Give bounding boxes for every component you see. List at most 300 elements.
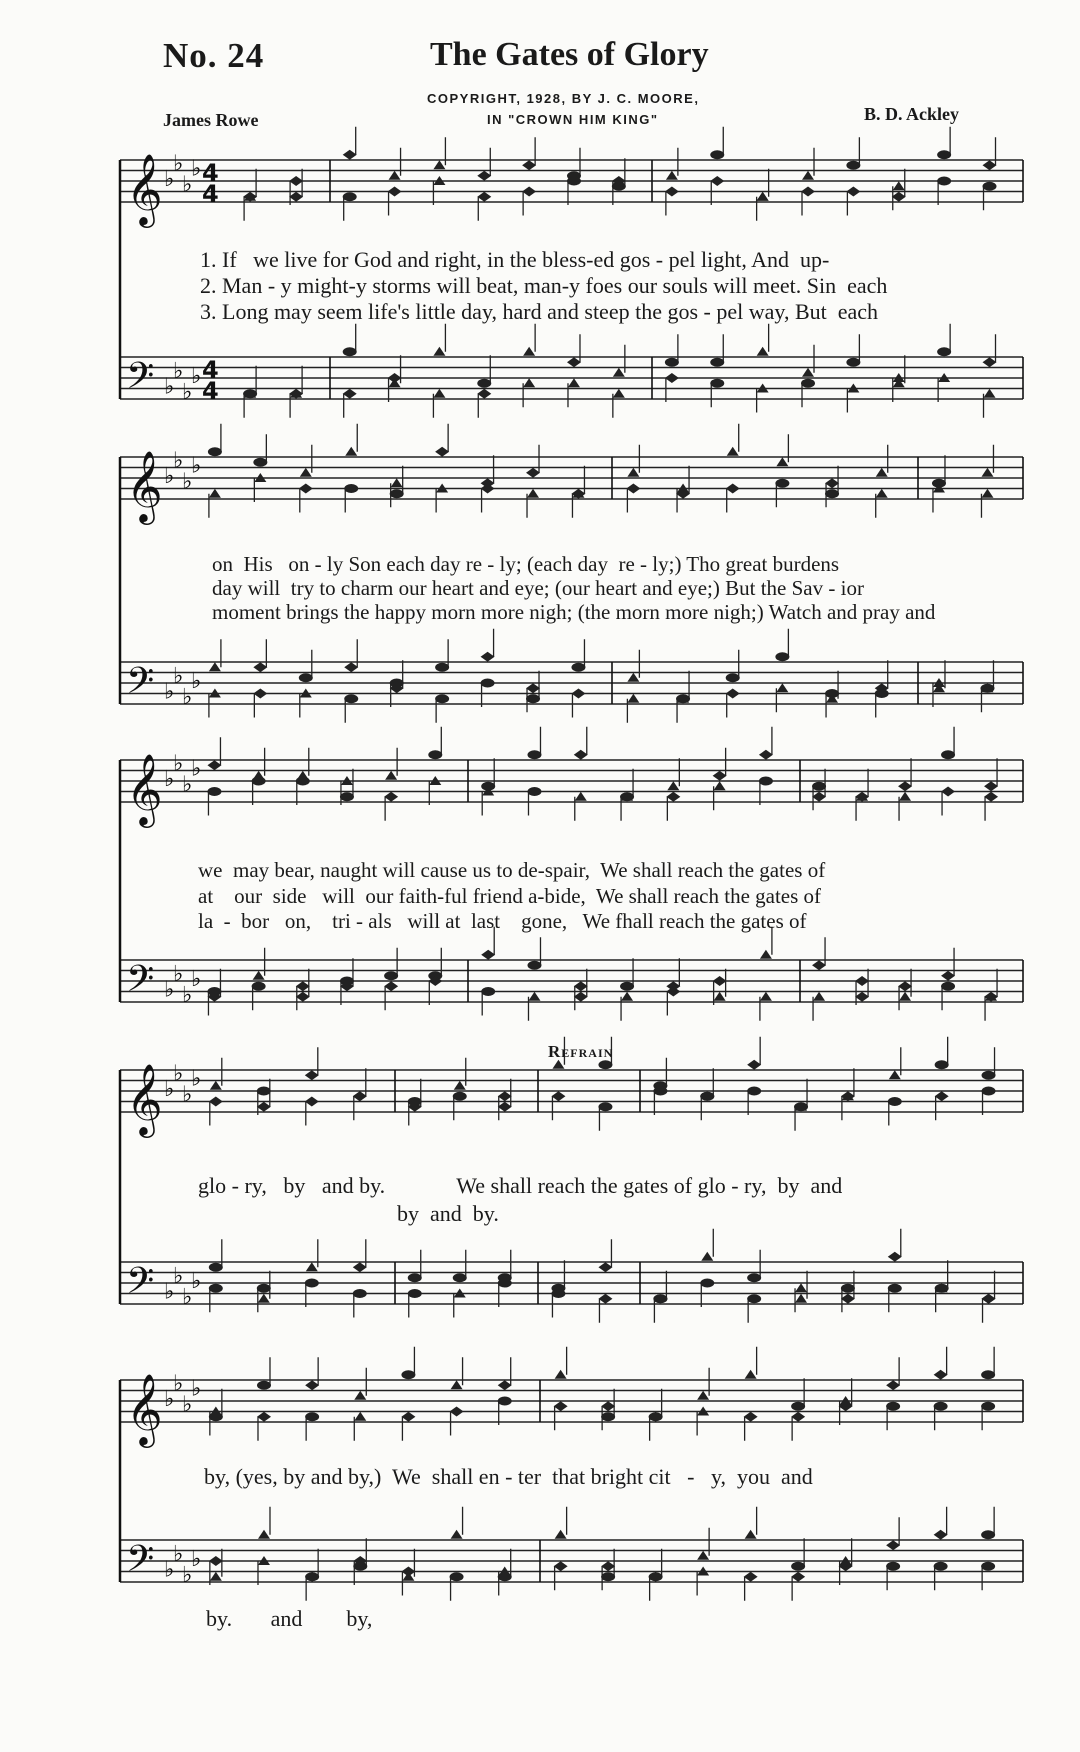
note-head [941, 971, 955, 981]
flat-sign: ♭ [164, 767, 175, 792]
note-head [710, 379, 724, 388]
note-head [575, 792, 587, 801]
note-head [775, 652, 789, 661]
note-head [653, 1294, 667, 1303]
note-head [667, 781, 679, 790]
note-head [813, 992, 825, 1001]
note-head [825, 478, 839, 488]
note-head [981, 468, 993, 477]
note-head [481, 484, 495, 494]
bass-clef: 𝄢 [126, 958, 155, 1009]
note-head [666, 987, 680, 997]
flat-sign: ♭ [173, 961, 184, 987]
note-head [207, 760, 221, 770]
flat-sign: ♭ [191, 364, 202, 389]
note-head [889, 1070, 901, 1079]
note-head [700, 1279, 714, 1288]
note-head [498, 1380, 512, 1390]
note-head [747, 1294, 761, 1303]
note-head [744, 1412, 758, 1422]
treble-clef: 𝄞 [126, 1062, 163, 1135]
note-head [886, 1402, 900, 1411]
flat-sign: ♭ [182, 684, 193, 710]
time-signature: 4 [202, 356, 219, 384]
flat-sign: ♭ [164, 1077, 175, 1102]
note-head [450, 1572, 464, 1581]
flat-sign: ♭ [182, 1284, 193, 1310]
note-head [666, 171, 678, 180]
note-head [676, 694, 690, 703]
flat-sign: ♭ [191, 1376, 202, 1402]
note-head [795, 1283, 807, 1292]
note-head [343, 347, 357, 356]
note-head [433, 389, 445, 398]
note-head [812, 792, 826, 802]
note-head [554, 1561, 568, 1571]
note-head [574, 992, 588, 1002]
flat-sign: ♭ [182, 172, 193, 198]
note-head [627, 673, 639, 682]
note-head [982, 1087, 996, 1096]
note-head [523, 347, 535, 356]
flat-sign: ♭ [164, 1557, 175, 1583]
note-head [384, 971, 398, 980]
note-head [601, 1401, 615, 1411]
note-head [937, 347, 951, 356]
source-book-line: IN "CROWN HIM KING" [487, 112, 659, 127]
note-head [408, 1097, 422, 1106]
note-head [744, 1572, 758, 1582]
note-head [934, 1530, 948, 1540]
note-head [841, 1294, 855, 1304]
flat-sign: ♭ [164, 374, 175, 400]
flat-sign: ♭ [173, 663, 184, 689]
note-head [477, 171, 491, 181]
note-head [713, 976, 727, 986]
note-head [401, 1370, 415, 1379]
note-head [886, 1540, 900, 1550]
hymn-title: The Gates of Glory [430, 36, 709, 73]
note-head [747, 1273, 761, 1282]
note-head [747, 1060, 761, 1070]
note-head [209, 1556, 223, 1566]
note-head [983, 160, 997, 170]
note-head [601, 1412, 615, 1421]
note-head [875, 689, 889, 698]
note-head [571, 689, 585, 699]
note-head [934, 1402, 948, 1411]
note-head [390, 489, 404, 498]
note-head [353, 1091, 367, 1101]
note-head [252, 982, 266, 991]
note-head [522, 187, 536, 197]
note-head [253, 458, 267, 467]
note-head [846, 161, 860, 170]
note-head [354, 1391, 366, 1400]
flat-sign: ♭ [173, 1541, 184, 1567]
note-head [653, 1087, 667, 1096]
flat-sign: ♭ [164, 679, 175, 705]
note-head [802, 368, 814, 377]
lyric-line: day will try to charm our heart and eye; (our heart and eye;) But the Sav - ior [212, 576, 864, 600]
note-head [941, 982, 955, 991]
note-head [435, 694, 449, 703]
note-head [305, 1412, 319, 1421]
flat-sign: ♭ [182, 772, 193, 798]
note-head [401, 1412, 415, 1422]
note-head [305, 1097, 319, 1107]
flat-sign: ♭ [182, 1392, 193, 1418]
lyric-line: la - bor on, tri - als will at last gone, We fhall reach the gates of [198, 909, 807, 933]
lyric-line: at our side will our faith-ful friend a-bide, We shall reach the gates of [198, 884, 822, 908]
note-head [726, 484, 740, 494]
note-head [757, 192, 769, 201]
note-head [252, 777, 266, 786]
note-head [984, 389, 996, 398]
note-head [665, 358, 679, 367]
note-head [795, 1294, 807, 1303]
note-head [257, 1412, 271, 1422]
note-head [855, 992, 869, 1002]
note-head [899, 792, 911, 801]
lyric-line: moment brings the happy morn more nigh; (the morn more nigh;) Watch and pray and [212, 600, 936, 624]
note-head [697, 1391, 709, 1400]
note-head [649, 1412, 663, 1421]
note-head [453, 1092, 467, 1101]
note-head [627, 694, 639, 703]
note-head [391, 478, 403, 487]
note-head [710, 176, 724, 186]
note-head [353, 1262, 367, 1272]
flat-sign: ♭ [173, 448, 184, 474]
note-head [523, 378, 535, 387]
note-head [208, 447, 222, 456]
note-head [477, 192, 491, 202]
note-head [384, 792, 398, 802]
note-head [934, 1370, 948, 1380]
note-head [522, 160, 536, 170]
lyric-line: 1. If we live for God and right, in the bless-ed gos - pel light, And up- [200, 247, 830, 272]
note-head [567, 177, 581, 186]
note-head [700, 1092, 714, 1101]
note-head [598, 1294, 612, 1304]
note-head [759, 750, 773, 760]
flat-sign: ♭ [182, 982, 193, 1008]
note-head [451, 1530, 463, 1539]
note-head [408, 1289, 422, 1298]
note-head [935, 1091, 949, 1101]
note-head [527, 489, 539, 498]
note-head [343, 150, 357, 160]
note-head [791, 1562, 805, 1571]
note-head [345, 447, 357, 456]
note-head [775, 479, 789, 488]
note-head [481, 679, 495, 688]
note-head [714, 781, 726, 790]
note-head [477, 389, 491, 399]
note-head [450, 1407, 464, 1417]
note-head [209, 489, 221, 498]
note-head [527, 961, 541, 970]
flat-sign: ♭ [182, 1562, 193, 1588]
lyric-line: 2. Man - y might-y storms will beat, man-y foes our souls will meet. Sin each [200, 273, 888, 298]
note-head [727, 447, 739, 456]
note-head [253, 971, 265, 980]
note-head [981, 1402, 995, 1411]
note-head [892, 192, 906, 202]
note-head [353, 1289, 367, 1298]
bass-clef: 𝄢 [126, 660, 155, 711]
note-head [289, 192, 303, 202]
note-head [801, 187, 815, 197]
note-head [528, 992, 540, 1001]
note-head [526, 694, 540, 703]
note-head [626, 484, 640, 494]
note-head [296, 992, 310, 1002]
flat-sign: ♭ [182, 469, 193, 495]
note-head [620, 982, 634, 991]
note-head [210, 1572, 222, 1581]
note-head [613, 368, 625, 377]
flat-sign: ♭ [191, 967, 202, 992]
note-head [571, 663, 585, 672]
note-head [899, 992, 911, 1001]
note-head [343, 389, 357, 399]
note-head [289, 176, 303, 186]
note-head [776, 683, 788, 692]
note-head [209, 1284, 223, 1293]
note-head [344, 694, 358, 703]
note-head [451, 1380, 463, 1389]
note-head [257, 1284, 271, 1293]
composer-credit: B. D. Ackley [864, 104, 960, 124]
note-head [701, 1252, 713, 1261]
note-head [258, 1530, 270, 1539]
note-head [935, 1060, 949, 1069]
note-head [982, 1071, 996, 1080]
note-head [300, 468, 312, 477]
copyright-line: COPYRIGHT, 1928, BY J. C. MOORE, [427, 91, 700, 106]
note-head [209, 662, 221, 671]
note-head [937, 177, 951, 186]
note-head [791, 1412, 805, 1422]
note-head [354, 1412, 366, 1421]
note-head [306, 1262, 318, 1271]
flat-sign: ♭ [164, 977, 175, 1003]
flat-sign: ♭ [164, 167, 175, 192]
note-head [776, 457, 788, 466]
note-head [207, 787, 221, 796]
note-head [898, 981, 912, 991]
flat-sign: ♭ [191, 1547, 202, 1572]
treble-clef: 𝄞 [126, 152, 163, 225]
flat-sign: ♭ [191, 156, 202, 182]
note-head [791, 1402, 805, 1411]
lyric-line: we may bear, naught will cause us to de-spair, We shall reach the gates of [198, 858, 826, 882]
treble-clef: 𝄞 [126, 1372, 163, 1445]
note-head [984, 792, 998, 802]
note-head [886, 1562, 900, 1571]
note-head [665, 373, 679, 383]
note-head [627, 468, 639, 477]
note-head [207, 987, 221, 996]
flat-sign: ♭ [191, 453, 202, 479]
note-head [209, 1263, 223, 1272]
flat-sign: ♭ [173, 1263, 184, 1289]
flat-sign: ♭ [191, 756, 202, 782]
note-head [726, 673, 740, 682]
treble-clef: 𝄞 [126, 449, 163, 522]
note-head [941, 750, 955, 759]
note-head [981, 1530, 995, 1539]
note-head [435, 663, 449, 672]
note-head [876, 468, 888, 477]
note-head [554, 1401, 568, 1411]
note-head [984, 781, 998, 791]
note-head [299, 673, 313, 682]
note-head [384, 981, 398, 991]
note-head [888, 1284, 902, 1293]
flat-sign: ♭ [164, 1279, 175, 1305]
note-head [846, 187, 860, 197]
note-head [296, 777, 310, 786]
flat-sign: ♭ [182, 379, 193, 405]
note-head [888, 1252, 902, 1262]
lyricist-credit: James Rowe [163, 110, 259, 130]
note-head [898, 781, 912, 791]
time-signature: 4 [202, 180, 219, 208]
note-head [802, 171, 814, 180]
note-head [527, 750, 541, 759]
flat-sign: ♭ [173, 1371, 184, 1397]
note-head [747, 1087, 761, 1096]
bass-clef: 𝄢 [126, 1260, 155, 1311]
note-head [982, 1294, 996, 1304]
note-head [385, 771, 397, 780]
note-head [888, 1097, 902, 1106]
note-head [257, 1102, 271, 1112]
flat-sign: ♭ [173, 151, 184, 177]
lyric-echo: by and by. [397, 1201, 499, 1226]
note-head [613, 389, 625, 398]
note-head [253, 662, 267, 672]
time-signature: 4 [202, 377, 219, 405]
note-head [258, 1294, 270, 1303]
note-head [305, 1070, 319, 1080]
note-head [481, 987, 495, 996]
note-head [344, 662, 358, 672]
lyric-line: by, (yes, by and by,) We shall en - ter that bright cit - y, you and [204, 1464, 813, 1489]
flat-sign: ♭ [191, 669, 202, 694]
note-head [710, 150, 724, 159]
flat-sign: ♭ [173, 1061, 184, 1087]
note-head [621, 992, 633, 1001]
note-head [649, 1572, 663, 1581]
note-head [433, 347, 445, 356]
note-head [435, 447, 449, 457]
time-signature: 4 [202, 159, 219, 187]
note-head [598, 1262, 612, 1272]
note-head [934, 1562, 948, 1571]
note-head [757, 347, 769, 356]
note-head [665, 187, 679, 197]
note-head [791, 1572, 805, 1582]
note-head [343, 192, 357, 201]
note-head [454, 1081, 466, 1090]
note-head [760, 950, 772, 959]
note-head [598, 1102, 612, 1111]
note-head [574, 981, 588, 991]
note-head [574, 750, 588, 760]
note-head [481, 652, 495, 662]
note-head [390, 679, 404, 688]
note-head [527, 787, 541, 796]
note-head [477, 379, 491, 388]
note-head [567, 357, 581, 367]
bass-clef: 𝄢 [126, 355, 155, 406]
note-head [498, 1091, 512, 1101]
note-head [526, 683, 540, 693]
note-head [981, 489, 993, 498]
note-head [388, 373, 402, 383]
bass-lyric-line: by. and by, [206, 1606, 373, 1631]
note-head [846, 358, 860, 367]
note-head [340, 792, 354, 801]
note-head [305, 1380, 319, 1390]
note-head [257, 1381, 271, 1390]
note-head [568, 378, 580, 387]
note-head [481, 950, 495, 960]
note-head [876, 489, 888, 498]
note-head [726, 689, 740, 699]
flat-sign: ♭ [164, 464, 175, 489]
hymn-number: No. 24 [163, 36, 265, 75]
note-head [389, 171, 401, 180]
note-head [433, 160, 445, 169]
flat-sign: ♭ [182, 1082, 193, 1108]
note-head [713, 771, 727, 781]
note-head [551, 1289, 565, 1298]
note-head [886, 1380, 900, 1390]
note-head [760, 992, 772, 1001]
note-head [893, 181, 905, 190]
note-head [498, 1102, 512, 1112]
note-head [555, 1370, 567, 1379]
treble-clef: 𝄞 [126, 752, 163, 825]
flat-sign: ♭ [173, 751, 184, 777]
note-head [981, 1562, 995, 1571]
note-head [666, 792, 680, 802]
refrain-label: Refrain [548, 1042, 614, 1061]
flat-sign: ♭ [173, 358, 184, 384]
note-head [555, 1530, 567, 1539]
note-head [210, 1081, 222, 1090]
note-head [855, 976, 869, 986]
note-head [526, 468, 540, 478]
note-head [305, 1279, 319, 1288]
note-head [453, 1273, 467, 1282]
note-head [253, 689, 267, 699]
note-head [794, 1102, 808, 1111]
note-head [498, 1279, 512, 1288]
note-head [601, 1572, 615, 1581]
note-head [257, 1087, 271, 1096]
note-head [812, 782, 826, 791]
note-head [941, 787, 955, 797]
lyric-line: on His on - ly Son each day re - ly; (each day re - ly;) Tho great burdens [212, 552, 840, 576]
note-head [714, 992, 726, 1001]
note-head [299, 484, 313, 494]
